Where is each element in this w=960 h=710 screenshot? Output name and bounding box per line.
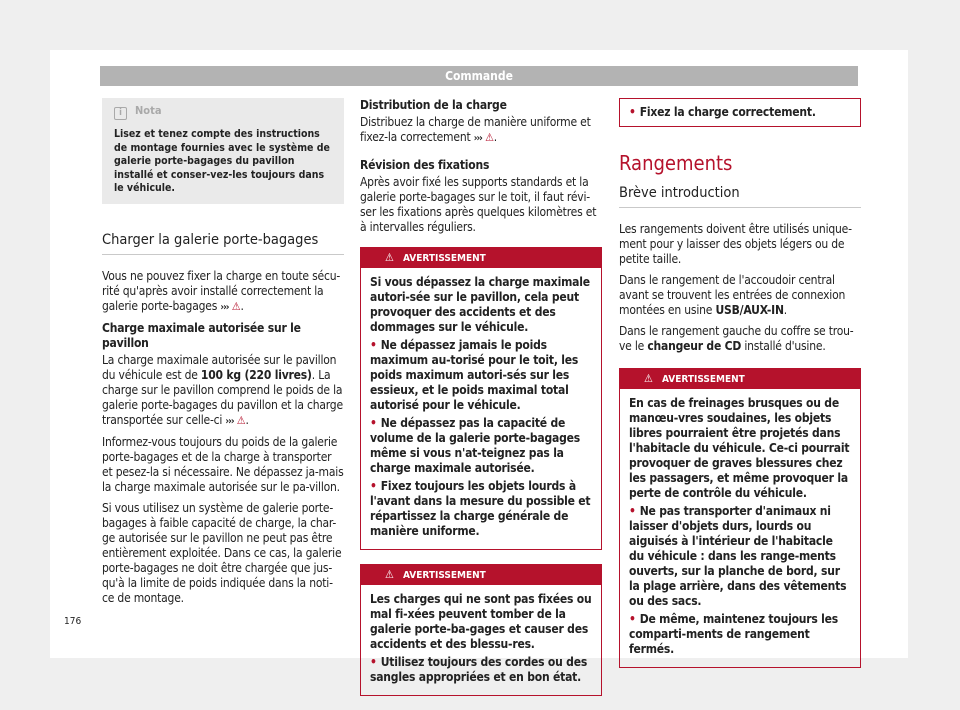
warning-text: Les charges qui ne sont pas fixées ou mal fi-xées peuvent tomber de la galerie porte-ba-gages et causer des accidents et des blessu-res. (370, 592, 592, 651)
warning-bullet: • Ne dépassez jamais le poids maximum au-torisé pour le toit, les poids maximum autori-sés sur les essieux, et le poids maximal total autorisé pour le véhicule. (370, 338, 592, 413)
warning-bullet: • De même, maintenez toujours les comparti-ments de rangement fermés. (629, 612, 851, 657)
warning-bullet: • Ne dépassez pas la capacité de volume de la galerie porte-bagages même si vous n'at-teignez pas la charge maximale autorisée. (370, 416, 592, 476)
reference-arrows: ››› (220, 301, 229, 313)
warning-bullet: • Fixez la charge correctement. (629, 105, 851, 120)
warning-box-loose-objects (619, 368, 861, 668)
info-icon: i (114, 107, 127, 120)
warning-triangle-icon: ⚠ (644, 372, 653, 385)
section-title-charger: Charger la galerie porte-bagages (102, 232, 344, 255)
chapter-heading-rangements: Rangements (619, 151, 733, 175)
paragraph-changeur-cd: Dans le rangement gauche du coffre se trou-ve le changeur de CD installé d'usine. (619, 324, 854, 353)
intro-paragraph: Vous ne pouvez fixer la charge en toute sécu-rité qu'après avoir installé correctement la galerie porte-bagages ››› ⚠. (102, 268, 341, 313)
warning-triangle-icon: ⚠ (236, 413, 246, 427)
paragraph-faible-capacite: Si vous utilisez un système de galerie porte-bagages à faible capacité de charge, la char-ge autorisée sur le pavillon ne peut pas être entièrement exploitée. Dans ce cas, la galerie porte-bagages ne doit être chargée que jus-qu'à la limite de poids indiquée dans la noti-ce de montage. (102, 500, 342, 605)
paragraph-rangements-usage: Les rangements doivent être utilisés unique-ment pour y laisser des objets légers ou de petite taille. (619, 222, 852, 266)
warning-label: AVERTISSEMENT (662, 374, 745, 385)
paragraph-usb-aux: Dans le rangement de l'accoudoir central avant se trouvent les entrées de connexion montées en usine USB/AUX-IN. (619, 273, 846, 317)
reference-arrows: ››› (225, 415, 234, 427)
chapter-header: Commande (100, 66, 858, 86)
subheading-distribution: Distribution de la charge (360, 98, 507, 112)
column-left (102, 98, 344, 612)
section-title-breve-introduction: Brève introduction (619, 185, 861, 208)
note-label: Nota (135, 104, 162, 117)
page-number: 176 (64, 616, 82, 627)
warning-box-unsecured (360, 564, 602, 696)
warning-text: En cas de freinages brusques ou de manœu-vres soudaines, les objets libres pourraient être projetés dans l'habitacle du véhicule. Ce-ci pourrait provoquer de graves blessures chez les passagers, et même provoquer la perte de contrôle du véhicule. (629, 396, 850, 500)
warning-label: AVERTISSEMENT (403, 570, 486, 581)
note-text: Lisez et tenez compte des instructions de montage fournies avec le système de galerie porte-bagages du pavillon installé et conser-vez-les toujours dans le véhicule. (114, 128, 330, 194)
warning-bullet: • Utilisez toujours des cordes ou des sangles appropriées et en bon état. (370, 655, 592, 685)
column-right (619, 98, 861, 682)
paragraph-charge-max: La charge maximale autorisée sur le pavillon du véhicule est de 100 kg (220 livres). La charge sur le pavillon comprend le poids de la galerie porte-bagages du pavillon et la charge transportée sur celle-ci ››› ⚠. (102, 352, 343, 427)
warning-bullet: • Fixez toujours les objets lourds à l'avant dans la mesure du possible et répartissez la charge générale de manière uniforme. (370, 479, 592, 539)
warning-text: Si vous dépassez la charge maximale autori-sée sur le pavillon, cela peut provoquer des accidents et des dommages sur le véhicule. (370, 275, 590, 334)
warning-box-overload (360, 247, 602, 550)
note-box (102, 98, 344, 204)
paragraph-informez: Informez-vous toujours du poids de la galerie porte-bagages et de la charge à transporter et pesez-la si nécessaire. Ne dépassez ja-mais la charge maximale autorisée sur le pa-villon. (102, 434, 344, 494)
warning-box-continued (619, 98, 861, 127)
column-middle (360, 98, 602, 710)
reference-arrows: ››› (473, 133, 482, 144)
paragraph-distribution: Distribuez la charge de manière uniforme et fixez-la correctement ››› ⚠. (360, 115, 591, 144)
warning-triangle-icon: ⚠ (385, 568, 394, 581)
subheading-charge-max: Charge maximale autorisée sur le pavillon (102, 320, 301, 350)
warning-bullet: • Ne pas transporter d'animaux ni laisser d'objets durs, lourds ou aiguisés à l'intérieur de l'habitacle du véhicule : dans les range-ments ouverts, sur la planche de bord, sur la plage arrière, dans des vêtements ou des sacs. (629, 504, 851, 609)
subheading-revision: Révision des fixations (360, 158, 490, 172)
warning-triangle-icon: ⚠ (231, 299, 241, 313)
warning-triangle-icon: ⚠ (385, 251, 394, 264)
warning-label: AVERTISSEMENT (403, 253, 486, 264)
paragraph-revision: Après avoir fixé les supports standards et la galerie porte-bagages sur le toit, il faut révi-ser les fixations après quelques kilomètres et à intervalles réguliers. (360, 175, 597, 234)
warning-triangle-icon: ⚠ (485, 131, 494, 144)
